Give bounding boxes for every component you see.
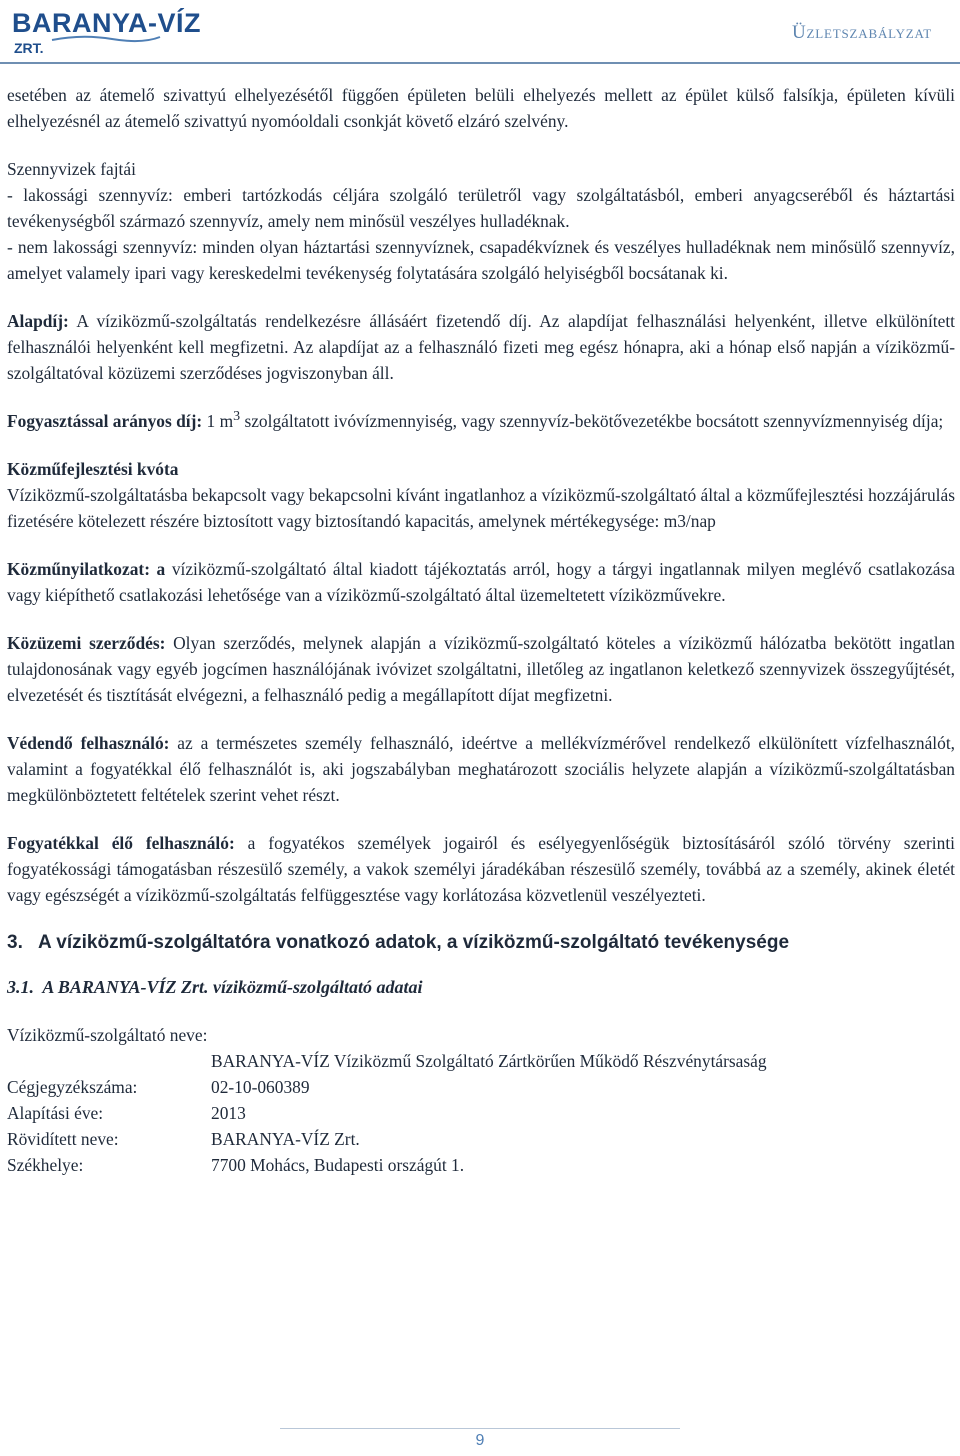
term-text: a fogyatékos személyek jogairól és esélyegyenlőségük biztosításáról szóló törvény szerinti fogyatékossági támogatásban részesülő személy, a vakok személyi járadékában részesülő személy, továbbá az a személy, akinek életét vagy egészségét a víziközmű-szolgáltatás felfüggesztése vagy korlátozása közvetlenül veszélyezteti. [7,833,955,905]
section-title-szennyvizek: Szennyvizek fajtái [7,159,136,179]
company-founded-row [7,1100,955,1126]
logo-subtitle: ZRT. [14,40,44,56]
term-label: Közüzemi szerződés: [7,633,166,653]
definition-vedendo [7,730,955,808]
definition-fogyatekkal [7,830,955,908]
section-title-kozmufejlesztes: Közműfejlesztési kvóta [7,459,179,479]
field-label: Cégjegyzékszáma: [7,1077,138,1097]
document-title: Üzletszabályzat [792,22,932,43]
company-short-row [7,1126,955,1152]
term-text: Olyan szerződés, melynek alapján a víziközmű-szolgáltató köteles a víziközmű hálózatba bekötött ingatlan tulajdonosának vagy egyéb jogcímen használójának ivóvizet szolgáltatni, illetőleg az ingatlanon keletkező szennyvizek összegyűjtését, elvezetését és tisztítását elvégezni, a felhasználó pedig a megállapított díjat megfizetni. [7,633,955,705]
paragraph-continuation: esetében az átemelő szivattyú elhelyezésétől függően épületen belüli elhelyezés mellett az épület külső falsíkja, épületen kívüli elhelyezésnél az átemelő szivattyú nyomóoldali csonkját követő elzáró szelvény. [7,85,955,131]
logo-wordmark: BARANYA-VÍZ [12,8,202,38]
field-label: Székhelye: [7,1155,84,1175]
company-reg-row [7,1074,955,1100]
header-rule [0,62,960,64]
paragraph-nem-lakossagi: - nem lakossági szennyvíz: minden olyan háztartási szennyvíznek, csapadékvíznek és veszélyes hulladéknak nem minősülő szennyvíz, amelyet valamely ipari vagy kereskedelmi tevékenység folytatására szolgáló helyiségből bocsátanak ki. [7,237,955,283]
term-text: az a természetes személy felhasználó, ideértve a mellékvízmérővel rendelkező elkülönített vízfelhasználót, valamint a fogyatékkal élő felhasználót is, aki jogszabályban meghatározott szociális helyzete alapján a víziközmű-szolgáltatásban megkülönböztetett feltételek szerint vehet részt. [7,733,956,805]
heading-section-3: 3. A víziközmű-szolgáltatóra vonatkozó adatok, a víziközmű-szolgáltató tevékenysége [7,932,790,953]
definition-kozmunyilatkozat [7,556,955,608]
paragraph-lakossagi: - lakossági szennyvíz: emberi tartózkodás céljára szolgáló területről vagy szolgáltatásból, emberi anyagcseréből és háztartási tevékenységből származó szennyvíz, amely nem minősül veszélyes hulladéknak. [7,185,955,231]
company-name-value: BARANYA-VÍZ Víziközmű Szolgáltató Zártkörűen Működő Részvénytársaság [211,1051,767,1071]
document-body [7,82,955,1178]
term-label: Védendő felhasználó: [7,733,170,753]
field-label: Rövidített neve: [7,1129,119,1149]
definition-kozuzemi [7,630,955,708]
page-header [0,0,960,70]
company-logo [12,8,202,60]
term-text: 1 m [202,411,234,431]
definition-alapdij [7,308,955,386]
paragraph-kozmufejlesztes: Víziközmű-szolgáltatásba bekapcsolt vagy bekapcsolni kívánt ingatlanhoz a víziközmű-szolgáltató által a közműfejlesztési hozzájárulás fizetésére kötelezett részére biztosított vagy biztosítandó kapacitás, amelynek mértékegysége: m3/nap [7,485,955,531]
heading-section-3-1: 3.1. A BARANYA-VÍZ Zrt. víziközmű-szolgáltató adatai [7,977,423,997]
company-hq-row [7,1152,955,1178]
term-text: A víziközmű-szolgáltatás rendelkezésre állásáért fizetendő díj. Az alapdíjat felhasználási helyenként, illetve elkülönített felhasználói helyenként kell megfizetni. Az alapdíjat az a felhasználó fizeti meg egész hónapra, aki a hónap első napján a víziközmű-szolgáltatóval közüzemi szerződéses jogviszonyban áll. [7,311,955,383]
field-value: 02-10-060389 [211,1077,310,1097]
field-value: 2013 [211,1103,246,1123]
definition-fogyasztas [7,408,955,434]
term-label: Közműnyilatkozat: a [7,559,166,579]
term-label: Alapdíj: [7,311,69,331]
superscript: 3 [233,409,241,425]
footer-rule [280,1428,680,1429]
page-number: 9 [475,1432,485,1449]
term-text: víziközmű-szolgáltató által kiadott tájékoztatás arról, hogy a tárgyi ingatlannak milyen meglévő csatlakozása vagy kiépíthető csatlakozási lehetősége van a víziközmű-szolgáltató által üzemeltetett víziközművekre. [7,559,955,605]
field-label: Alapítási éve: [7,1103,104,1123]
field-value: BARANYA-VÍZ Zrt. [211,1129,360,1149]
term-label: Fogyasztással arányos díj: [7,411,203,431]
company-name-label: Víziközmű-szolgáltató neve: [7,1025,208,1045]
term-label: Fogyatékkal élő felhasználó: [7,833,235,853]
field-value: 7700 Mohács, Budapesti országút 1. [211,1155,465,1175]
term-text: szolgáltatott ivóvízmennyiség, vagy szennyvíz-bekötővezetékbe bocsátott szennyvízmennyiség díja; [240,411,944,431]
